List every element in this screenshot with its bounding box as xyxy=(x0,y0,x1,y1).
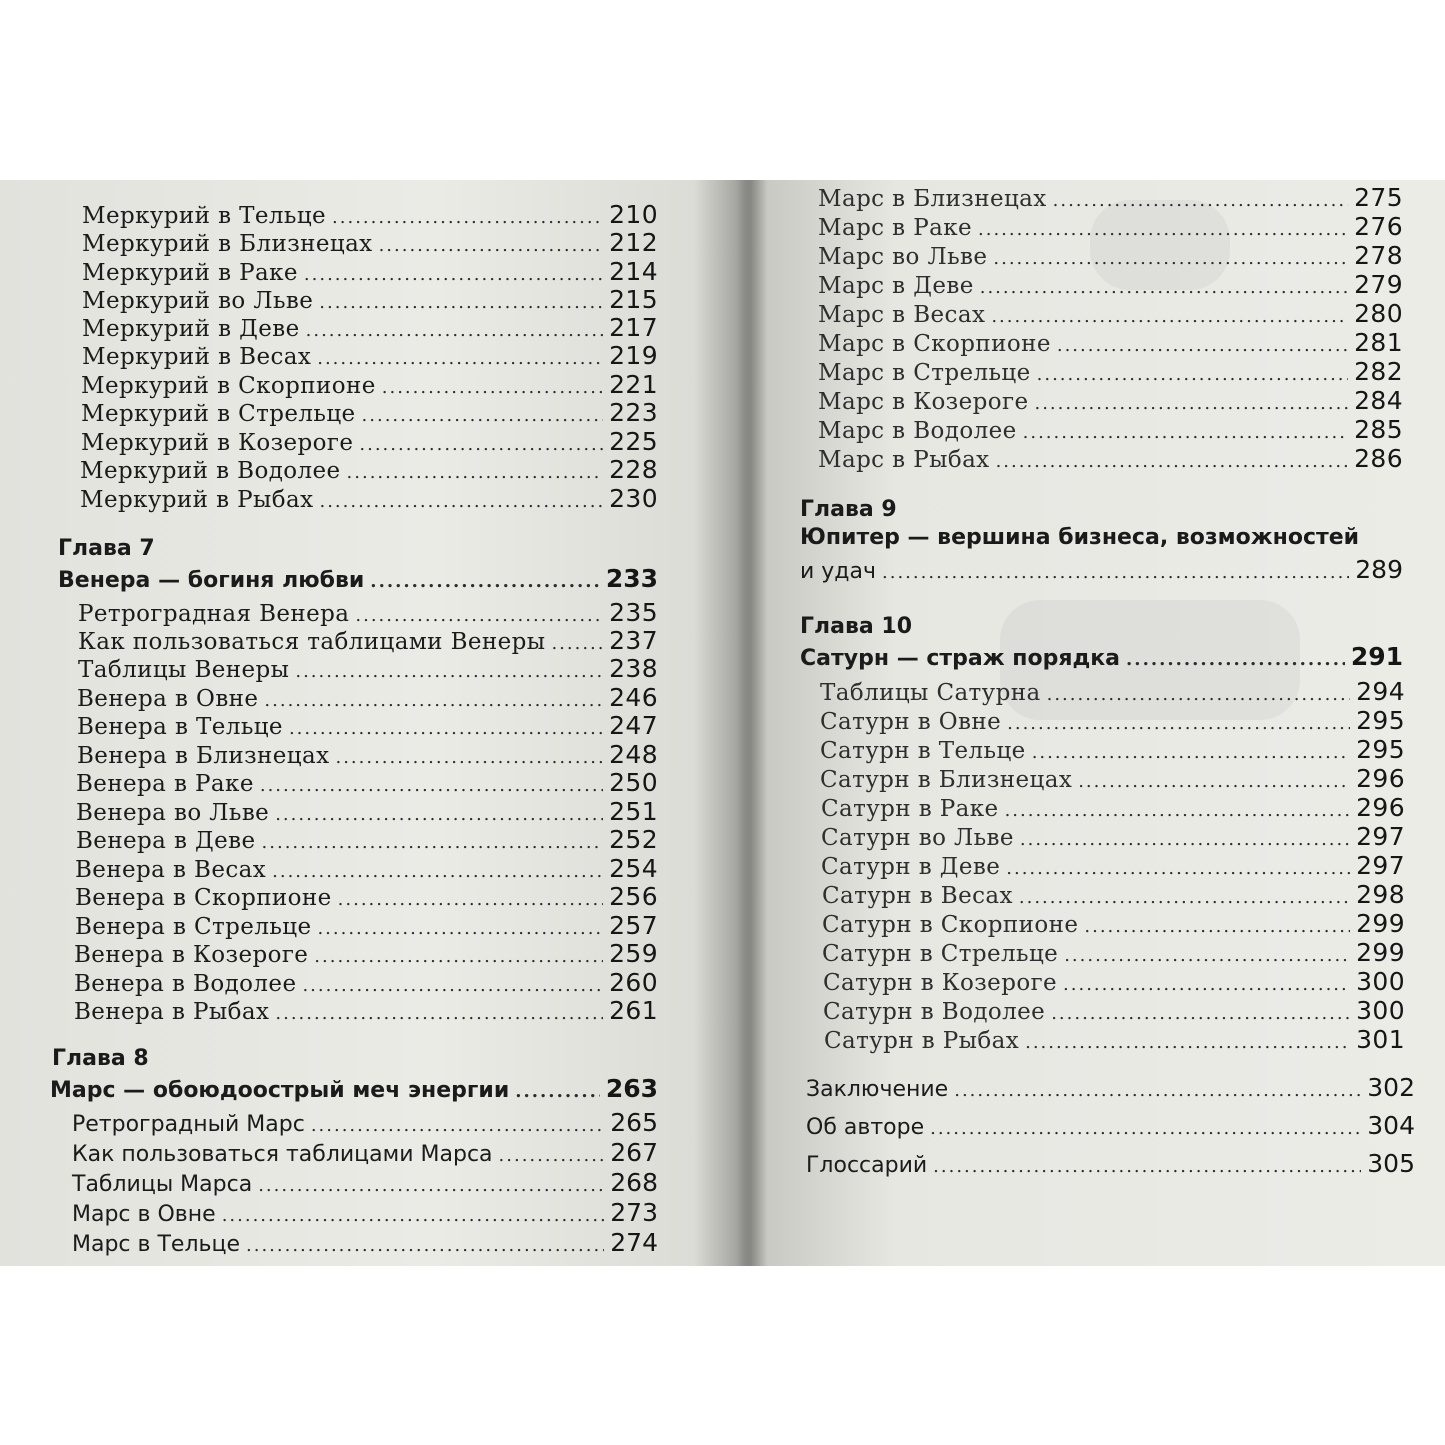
toc-entry: Сатурн в Тельце ..... 295 xyxy=(820,735,1405,764)
toc-entry: Как пользоваться таблицами Марса ..... 267 xyxy=(72,1138,658,1167)
toc-entry: Марс в Тельце ..... 274 xyxy=(72,1228,658,1257)
toc-entry: Марс в Рыбах ..... 286 xyxy=(818,444,1403,473)
toc-entry: Сатурн во Льве ..... 297 xyxy=(821,822,1405,851)
toc-entry: Марс в Овне ..... 273 xyxy=(72,1198,658,1227)
toc-entry: Меркурий в Рыбах ..... 230 xyxy=(80,484,658,513)
chapter-label: Глава 10 xyxy=(800,614,913,639)
toc-entry: Меркурий в Козероге ..... 225 xyxy=(81,427,658,456)
toc-entry: Марс в Раке ..... 276 xyxy=(818,212,1403,241)
left-page xyxy=(0,180,740,1266)
chapter-title: Венера — богиня любви ..... 233 xyxy=(58,564,658,593)
toc-entry: Венера в Скорпионе ..... 256 xyxy=(75,882,658,911)
toc-entry: Марс во Льве ..... 278 xyxy=(818,241,1403,270)
toc-entry: Ретроградный Марс ..... 265 xyxy=(72,1108,658,1137)
toc-entry: Меркурий во Льве ..... 215 xyxy=(82,285,658,314)
toc-entry: Ретроградная Венера ..... 235 xyxy=(78,598,658,627)
toc-entry: Сатурн в Деве ..... 297 xyxy=(821,851,1405,880)
toc-entry: Венера в Раке ..... 250 xyxy=(76,768,658,797)
chapter-label: Глава 8 xyxy=(52,1046,149,1071)
toc-entry: Таблицы Марса ..... 268 xyxy=(72,1168,658,1197)
toc-entry: Меркурий в Водолее ..... 228 xyxy=(80,455,658,484)
toc-entry: Венера в Весах ..... 254 xyxy=(75,854,658,883)
chapter-label: Глава 9 xyxy=(800,497,897,522)
toc-entry: Меркурий в Скорпионе ..... 221 xyxy=(81,370,658,399)
toc-entry: Таблицы Сатурна ..... 294 xyxy=(820,677,1405,706)
toc-entry: Меркурий в Тельце ..... 210 xyxy=(82,200,658,229)
toc-entry: Венера в Овне ..... 246 xyxy=(77,683,658,712)
toc-entry: Меркурий в Деве ..... 217 xyxy=(82,313,658,342)
toc-entry: Сатурн в Раке ..... 296 xyxy=(821,793,1405,822)
toc-entry: Сатурн в Овне ..... 295 xyxy=(820,706,1405,735)
toc-entry: Сатурн в Весах ..... 298 xyxy=(822,880,1405,909)
toc-entry-back-matter: Об авторе ..... 304 xyxy=(806,1111,1415,1140)
chapter-title: Юпитер — вершина бизнеса, возможностей xyxy=(800,525,1360,550)
toc-entry: Марс в Деве ..... 279 xyxy=(818,270,1403,299)
toc-entry-back-matter: Глоссарий ..... 305 xyxy=(806,1149,1415,1178)
toc-entry: Венера в Близнецах ..... 248 xyxy=(77,740,658,769)
toc-entry: Сатурн в Скорпионе ..... 299 xyxy=(822,909,1405,938)
book-spread xyxy=(0,180,1445,1266)
toc-entry: Марс в Весах ..... 280 xyxy=(818,299,1403,328)
toc-entry-back-matter: Заключение ..... 302 xyxy=(806,1073,1415,1102)
toc-entry: Сатурн в Рыбах ..... 301 xyxy=(824,1025,1405,1054)
toc-entry: Марс в Скорпионе ..... 281 xyxy=(818,328,1403,357)
toc-entry: Меркурий в Стрельце ..... 223 xyxy=(81,398,658,427)
toc-entry: Марс в Водолее ..... 285 xyxy=(818,415,1403,444)
toc-entry: Меркурий в Раке ..... 214 xyxy=(82,257,658,286)
toc-entry: Сатурн в Водолее ..... 300 xyxy=(823,996,1405,1025)
toc-entry: Меркурий в Весах ..... 219 xyxy=(82,341,658,370)
toc-entry: Венера в Деве ..... 252 xyxy=(76,825,658,854)
toc-entry: Марс в Стрельце ..... 282 xyxy=(818,357,1403,386)
chapter-title: Сатурн — страж порядка ..... 291 xyxy=(800,642,1403,671)
toc-entry: Таблицы Венеры ..... 238 xyxy=(78,654,658,683)
chapter-label: Глава 7 xyxy=(58,536,155,561)
toc-entry: Венера в Козероге ..... 259 xyxy=(74,939,658,968)
toc-entry: Марс в Близнецах ..... 275 xyxy=(818,183,1403,212)
toc-entry: Венера в Тельце ..... 247 xyxy=(77,711,658,740)
chapter-title-continued: и удач ..... 289 xyxy=(800,555,1403,584)
right-page xyxy=(760,180,1445,1266)
toc-entry: Венера во Льве ..... 251 xyxy=(76,797,658,826)
toc-entry: Венера в Водолее ..... 260 xyxy=(74,968,658,997)
toc-entry: Меркурий в Близнецах ..... 212 xyxy=(82,228,658,257)
toc-entry: Сатурн в Козероге ..... 300 xyxy=(823,967,1405,996)
toc-entry: Как пользоваться таблицами Венеры ..... 237 xyxy=(78,626,658,655)
toc-entry: Сатурн в Стрельце ..... 299 xyxy=(822,938,1405,967)
toc-entry: Венера в Стрельце ..... 257 xyxy=(75,911,658,940)
toc-entry: Марс в Козероге ..... 284 xyxy=(818,386,1403,415)
toc-entry: Сатурн в Близнецах ..... 296 xyxy=(820,764,1405,793)
toc-entry: Венера в Рыбах ..... 261 xyxy=(74,996,658,1025)
chapter-title: Марс — обоюдоострый меч энергии ..... 263 xyxy=(50,1074,658,1103)
